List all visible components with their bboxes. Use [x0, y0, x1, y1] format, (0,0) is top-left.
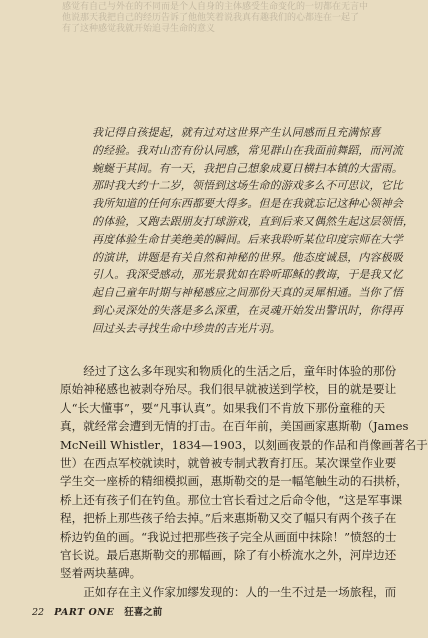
block-quote — [92, 124, 414, 338]
quote-line: 我所知道的任何东西都要大得多。但是在我就忘记这种心领神会 — [92, 197, 403, 211]
chapter-title: 狂喜之前 — [124, 607, 163, 618]
bleed-line: 感觉有自己与外在的不同而是个人自身的主体感受生命变化的一切都在无言中 — [62, 2, 369, 12]
body-line: 真，就经常会遭到无情的打击。在百年前，美国画家惠斯勒（James — [60, 419, 409, 434]
body-line: 程，把桥上那些孩子给去掉。”后来惠斯勒又交了幅只有两个孩子在 — [60, 511, 397, 526]
quote-line: 蜿蜒于其间。有一天，我把自己想象成夏日横扫本镇的大雷雨。 — [92, 161, 403, 175]
body-line: 桥边钓鱼的画。“我说过把那些孩子完全从画面中抹除！”愤怒的士 — [60, 529, 397, 544]
body-line: 经过了这么多年现实和物质化的生活之后，童年时体验的那份 — [60, 364, 397, 378]
quote-line: 起自己童年时期与神秘感应之间那份天真的灵犀相通。当你了悟 — [92, 286, 403, 300]
page-footer — [32, 604, 162, 618]
quote-line: 我记得自孩提起，就有过对这世界产生认同感而且充满惊喜 — [92, 126, 381, 139]
body-line: 世）在西点军校就读时，就曾被专制式教育打压。某次课堂作业要 — [60, 456, 397, 471]
part-label: PART ONE — [54, 607, 115, 618]
quote-line: 到心灵深处的失落是多么深重，在灵魂开始发出警讯时，你得再 — [92, 303, 403, 317]
body-line: 学生交一座桥的精细模拟画，惠斯勒交的是一幅笔触生动的石拱桥， — [60, 474, 408, 489]
quote-line: 的体验，又跑去跟朋友打球游戏，直到后来又偶然生起这层领悟， — [92, 214, 414, 228]
bleed-through-text — [62, 2, 382, 35]
quote-line: 那时我大约十二岁，领悟到这场生命的游戏多么不可思议，它比 — [92, 179, 403, 193]
body-line: 桥上还有孩子们在钓鱼。那位士官长看过之后命令他，“这是军事课 — [60, 492, 403, 507]
body-line: 原始神秘感也被剥夺殆尽。我们很早就被送到学校，目的就是要让 — [60, 382, 397, 397]
page-number: 22 — [32, 607, 45, 618]
body-line: 人“长大懂事”，要“凡事认真”。如果我们不肯放下那份童稚的天 — [60, 400, 386, 415]
body-line: 正如存在主义作家加缪发现的：人的一生不过是一场旅程，而 — [60, 584, 397, 599]
body-line: 竖着两块墓碑。 — [60, 566, 142, 581]
quote-line: 回过头去寻找生命中珍贵的吉光片羽。 — [92, 321, 281, 335]
body-text — [60, 362, 428, 601]
quote-line: 再度体验生命甘美绝美的瞬间。后来我聆听某位印度宗师在大学 — [92, 232, 403, 246]
bleed-line: 有了这种感觉我就开始追寻生命的意义 — [62, 24, 216, 34]
quote-line: 的演讲，讲题是有关自然和神秘的世界。他态度诚恳，内容极吸 — [92, 250, 403, 264]
bleed-line: 他说那天我把自己的经历告诉了他他笑着说我真有趣我们的心都连在一起了 — [62, 13, 360, 23]
quote-line: 的经验。我对山峦有份认同感，常见群山在我面前舞蹈，而河流 — [92, 143, 403, 157]
body-line: 官长说。最后惠斯勒交的那幅画，除了有小桥流水之外，河岸边还 — [60, 548, 397, 563]
quote-line: 引人。我深受感动，那光景犹如在聆听耶稣的教诲，于是我又忆 — [92, 268, 403, 282]
body-line: McNeill Whistler，1834—1903，以刻画夜景的作品和肖像画著名于 — [60, 437, 428, 452]
